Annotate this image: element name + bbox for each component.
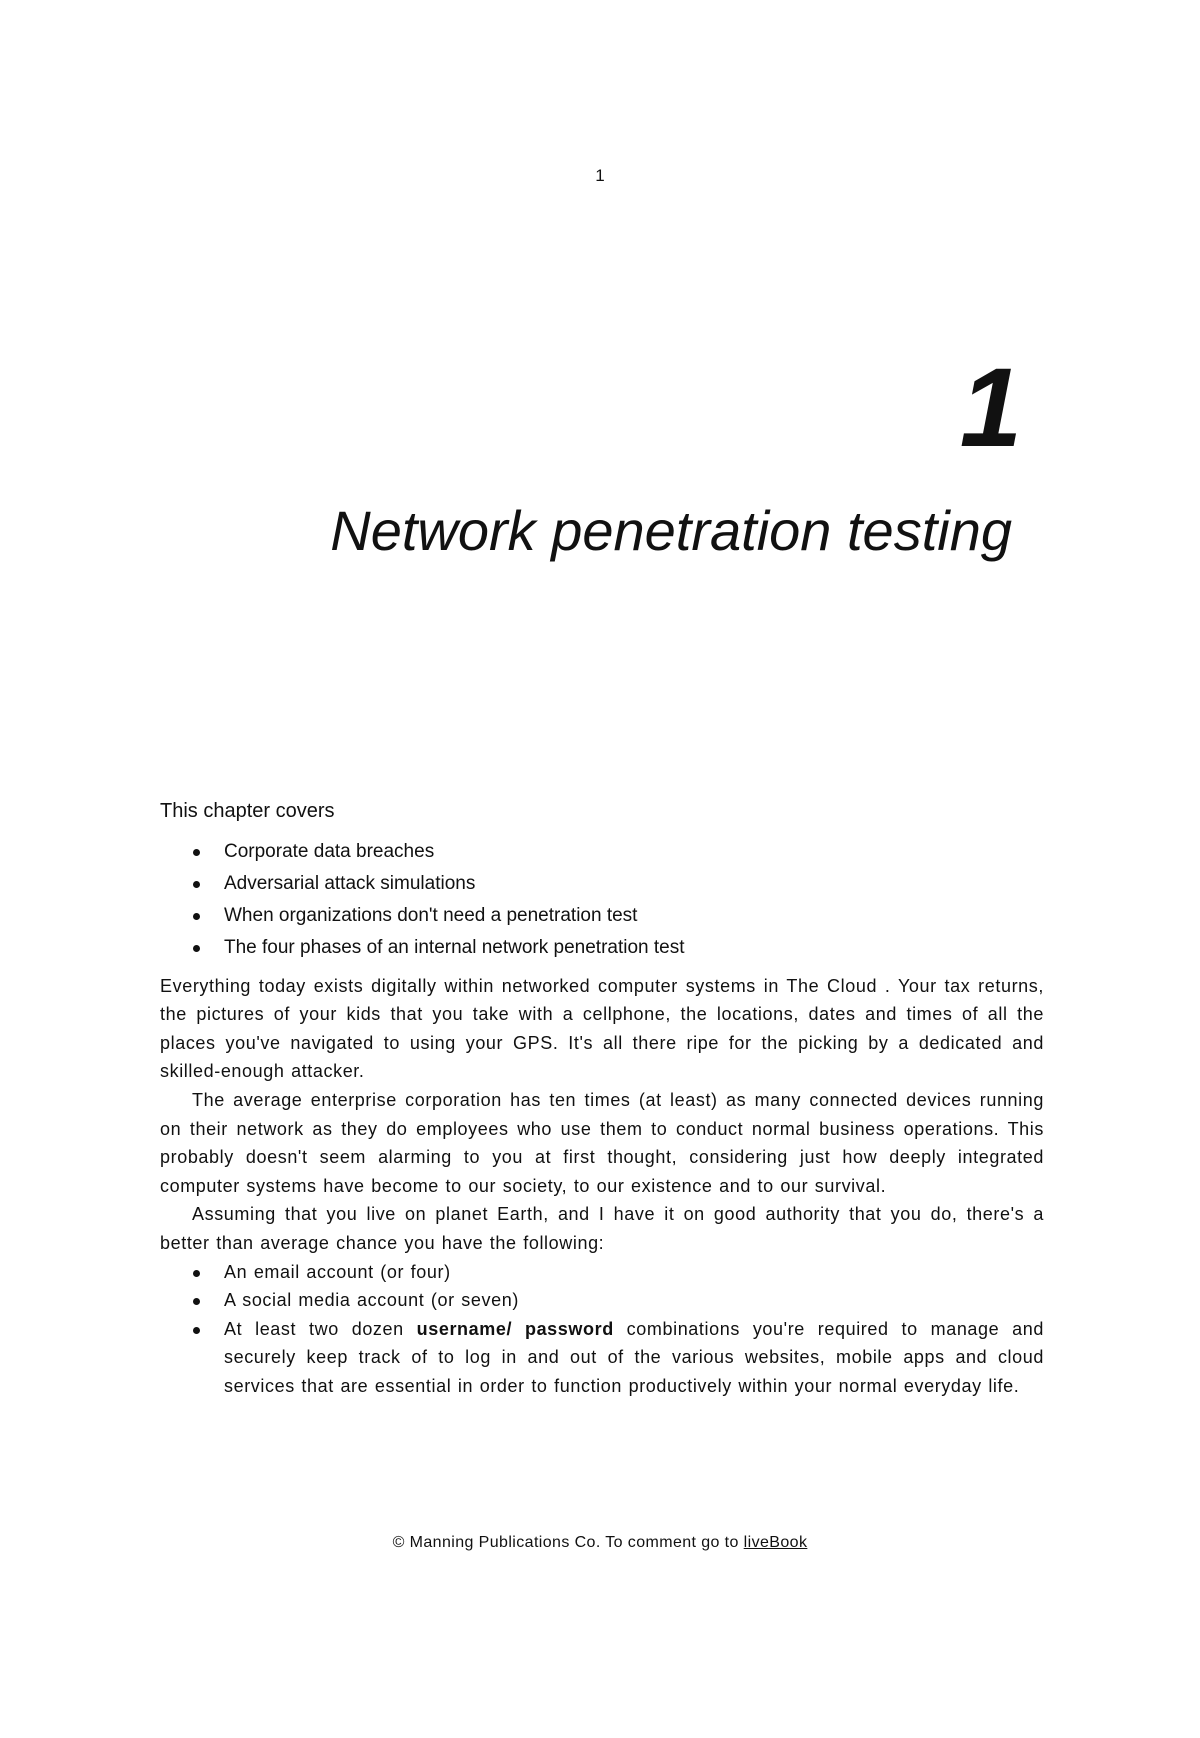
list-item-text: combinations you're required to manage and securely keep track of to log in and out of the various websites, mobile apps and cloud services that are essential in order to function productively within your normal everyday life. xyxy=(224,1318,1044,1396)
livebook-link[interactable]: liveBook xyxy=(743,1534,808,1551)
page-footer xyxy=(0,1534,1200,1552)
covers-item: When organizations don't need a penetration test xyxy=(160,900,1044,932)
copyright-text: © Manning Publications Co. To comment go to xyxy=(392,1534,744,1551)
account-list xyxy=(160,1258,1044,1401)
username-password-term: username/ password xyxy=(416,1318,614,1339)
body-paragraph: Assuming that you live on planet Earth, and I have it on good authority that you do, there's a better than average chance you have the following: xyxy=(160,1204,1044,1253)
chapter-title: Network penetration testing xyxy=(330,499,1012,562)
covers-item: Adversarial attack simulations xyxy=(160,868,1044,900)
account-list-item xyxy=(160,1315,1044,1401)
list-item-text: At least two dozen xyxy=(224,1318,417,1339)
body-paragraph: Everything today exists digitally within networked computer systems in The Cloud . Your tax returns, the pictures of your kids that you take with a cellphone, the locations, dates and times of all the places you've navigated to using your GPS. It's all there ripe for the picking by a dedicated and skilled-enough attacker. xyxy=(160,975,1044,1082)
body-paragraph: The average enterprise corporation has ten times (at least) as many connected devices running on their network as they do employees who use them to conduct normal business operations. This probably doesn't seem alarming to you at first thought, considering just how deeply integrated computer systems have become to our society, to our existence and to our survival. xyxy=(160,1089,1044,1196)
covers-item: Corporate data breaches xyxy=(160,836,1044,868)
account-list-item: An email account (or four) xyxy=(160,1258,1044,1287)
account-list-item: A social media account (or seven) xyxy=(160,1286,1044,1315)
covers-item: The four phases of an internal network penetration test xyxy=(160,932,1044,964)
covers-list xyxy=(160,836,1044,964)
page-number: 1 xyxy=(595,166,605,185)
chapter-number: 1 xyxy=(959,345,1022,470)
chapter-content xyxy=(160,797,1044,1401)
covers-heading: This chapter covers xyxy=(160,800,335,822)
